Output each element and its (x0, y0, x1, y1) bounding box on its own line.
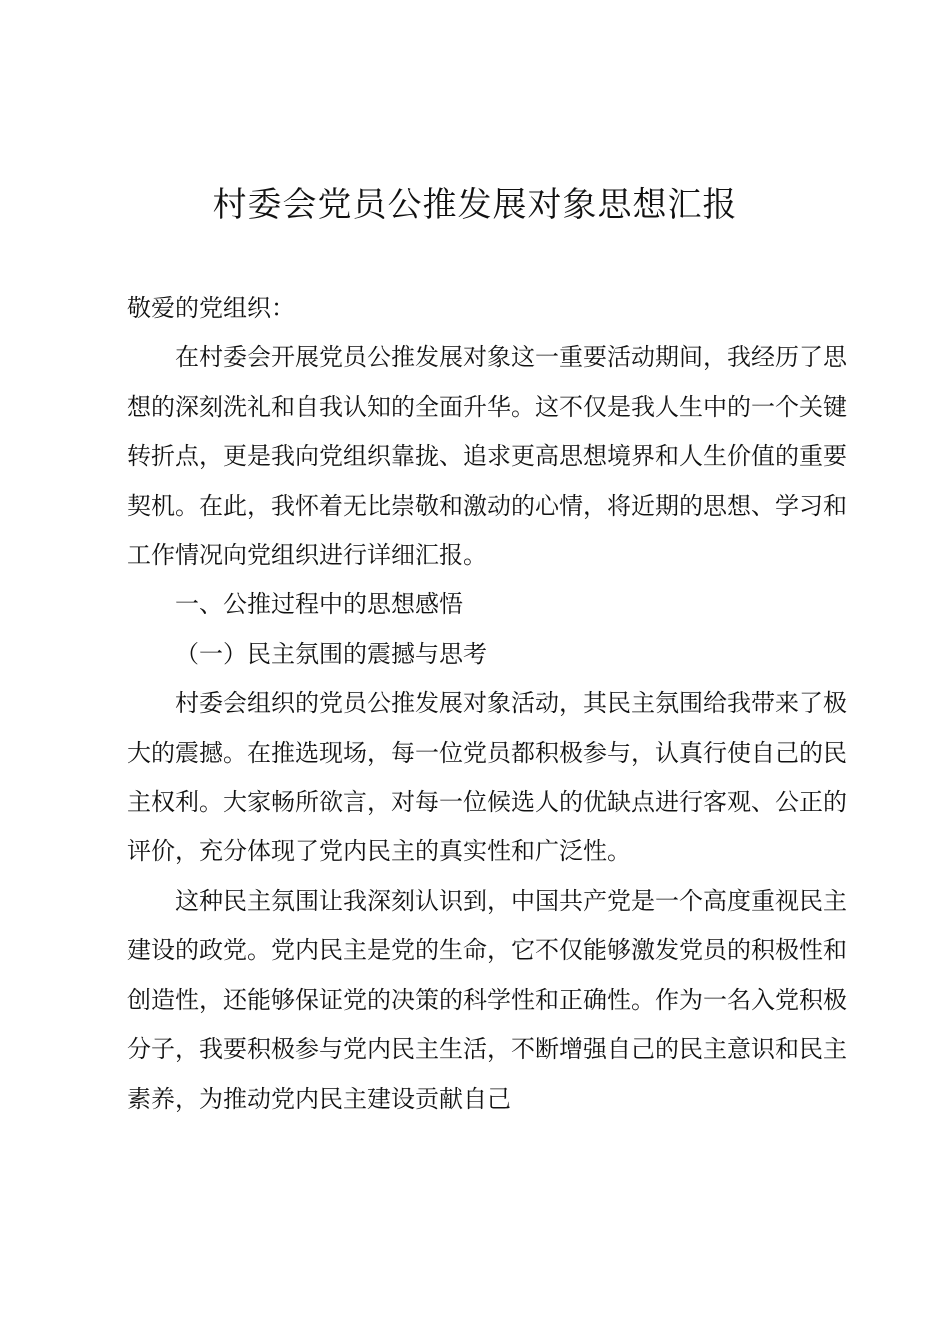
paragraph-democracy: 村委会组织的党员公推发展对象活动，其民主氛围给我带来了极大的震撼。在推选现场，每一位党员都积极参与，认真行使自己的民主权利。大家畅所欲言，对每一位候选人的优缺点进行客观、公正的评价，充分体现了党内民主的真实性和广泛性。 (127, 689, 847, 866)
document-title: 村委会党员公推发展对象思想汇报 (212, 185, 738, 225)
section-heading: 一、公推过程中的思想感悟 (175, 590, 463, 619)
paragraph-reflection: 这种民主氛围让我深刻认识到，中国共产党是一个高度重视民主建设的政党。党内民主是党的生命，它不仅能够激发党员的积极性和创造性，还能够保证党的决策的科学性和正确性。作为一名入党积极分子，我要积极参与党内民主生活，不断增强自己的民主意识和民主素养，为推动党内民主建设贡献自己 (127, 886, 847, 1113)
document-body (127, 284, 847, 1124)
paragraph-intro: 在村委会开展党员公推发展对象这一重要活动期间，我经历了思想的深刻洗礼和自我认知的全面升华。这不仅是我人生中的一个关键转折点，更是我向党组织靠拢、追求更高思想境界和人生价值的重要契机。在此，我怀着无比崇敬和激动的心情，将近期的思想、学习和工作情况向党组织进行详细汇报。 (127, 343, 847, 570)
subsection-heading: （一）民主氛围的震撼与思考 (175, 639, 487, 668)
salutation: 敬爱的党组织： (127, 294, 295, 322)
